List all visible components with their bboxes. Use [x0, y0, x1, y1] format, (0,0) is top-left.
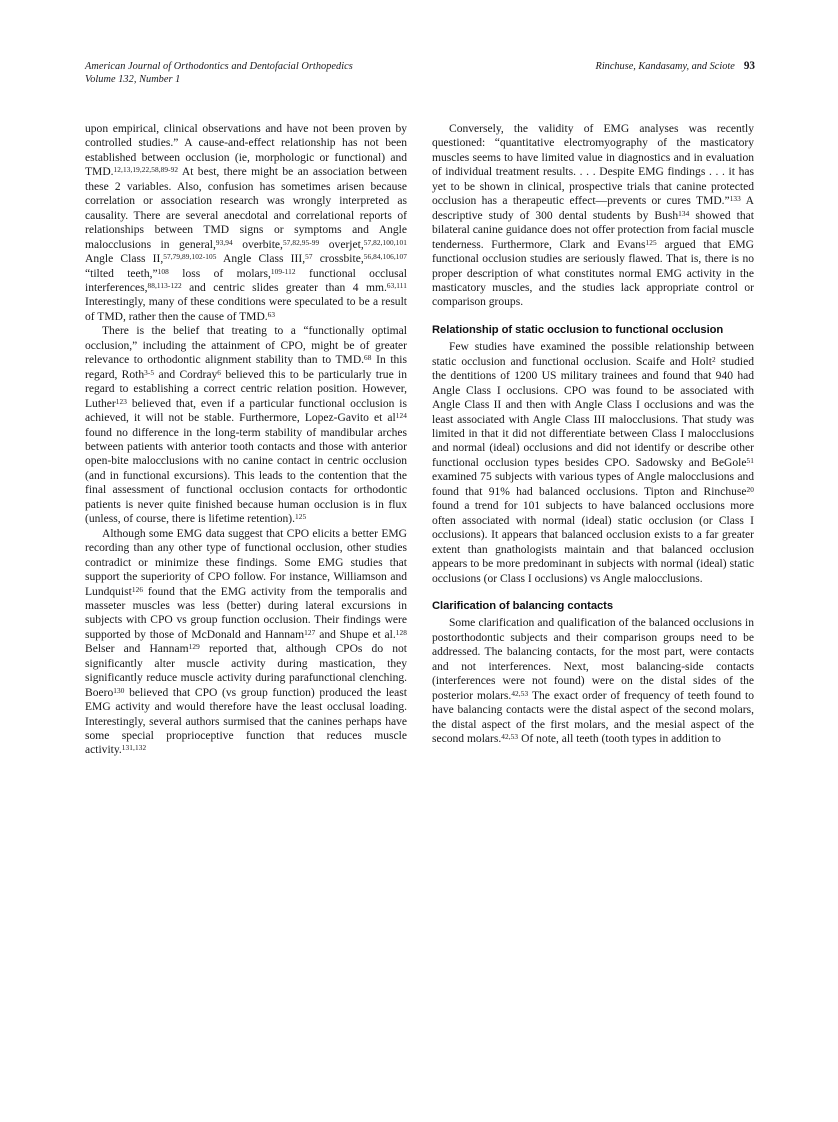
two-column-body [85, 122, 755, 758]
right-column [432, 122, 754, 758]
paragraph: Few studies have examined the possible relationship between static occlusion and functional occlusion. Scaife and Holt$^2$ studied the dentitions of 1200 US military trainees and found that 940 had Angle Class I occlusions. CPO was found to be associated with Angle Class II and then with Angle Class I occlusions and was the least associated with Angle Class III malocclusions. That study was limited in that it did not differentiate between Class I malocclusions and normal (ideal) occlusions and did not identify or describe other functional occlusion types besides CPO. Sadowsky and BeGole$^{51}$ examined 75 subjects with various types of Angle malocclusions and found that 91% had balanced occlusions. Tipton and Rinchuse$^{20}$ found a trend for 101 subjects to have balanced occlusions more often associated with normal (ideal) static occlusion (or Class I occlusions). It appears that balanced occlusion exists to a far greater extent than gnathologists maintain and that balanced occlusion appears to be more predominant in subjects with normal (ideal) static occlusions (or Class I occlusions) vs Angle malocclusions. [432, 341, 754, 585]
paragraph: upon empirical, clinical observations and have not been proven by controlled studies.” A cause-and-effect relationship has not been established between occlusion (ie, morphologic or functional) and TMD.$^{12,13,19,22,58,89-92}$ At best, there might be an association between these 2 variables. Also, confusion has sometimes arisen because correlation or association research was wrongly interpreted as causality. There are several anecdotal and correlational reports of relationships between TMD signs or symptoms and Angle malocclusions in general,$^{93,94}$ overbite,$^{57,82,95-99}$ overjet,$^{57,82,100,101}$ Angle Class II,$^{57,79,89,102-105}$ Angle Class III,$^{57}$ crossbite,$^{56,84,106,107}$ “tilted teeth,”$^{108}$ loss of molars,$^{109-112}$ functional occlusal interferences,$^{88,113-122}$ and centric slides greater than 4 mm.$^{63,111}$ Interestingly, many of these conditions were speculated to be a result of TMD, rather then the cause of TMD.$^{63}$ [85, 123, 407, 323]
running-head-left [85, 60, 353, 87]
author-list: Rinchuse, Kandasamy, and Sciote [595, 61, 735, 72]
left-column [85, 122, 407, 758]
spacer [432, 310, 754, 323]
section-heading: Relationship of static occlusion to functional occlusion [432, 323, 724, 336]
paragraph: Although some EMG data suggest that CPO elicits a better EMG recording than any other type of functional occlusion, other studies contradict or minimize these findings. Some EMG studies that support the superiority of CPO follow. For instance, Williamson and Lundquist$^{126}$ found that the EMG activity from the temporalis and masseter muscles was less (better) during lateral excursions in subjects with CPO vs group function occlusion. Their findings were supported by those of McDonald and Hannam$^{127}$ and Shupe et al.$^{128}$ Belser and Hannam$^{129}$ reported that, although CPOs do not significantly alter muscle activity during mastication, they significantly reduce muscle activity during parafunctional clenching. Boero$^{130}$ believed that CPO (vs group function) produced the least EMG activity and would therefore have the least occlusal loading. Interestingly, several authors surmised that the canines perhaps have some special proprioceptive function that reduces muscle activity.$^{131,132}$ [85, 527, 408, 757]
paragraph: Some clarification and qualification of the balanced occlusions in postorthodontic subjects and their comparison groups need to be addressed. The balancing contacts, for the most part, were contacts and not interferences. Next, most balancing-side contacts (interferences were not found) were on the distal sides of the posterior molars.$^{42,53}$ The exact order of frequency of teeth found to have balancing contacts were the distal aspect of the second molars, the distal aspect of the first molars, and the mesial aspect of the second molars.$^{42,53}$ Of note, all teeth (tooth types in addition to [432, 617, 754, 746]
volume-issue: Volume 132, Number 1 [85, 74, 181, 86]
section-heading: Clarification of balancing contacts [432, 600, 614, 612]
running-head-right [596, 60, 755, 73]
spacer [432, 586, 754, 599]
page-number: 93 [743, 60, 755, 72]
journal-title: American Journal of Orthodontics and Dentofacial Orthopedics [85, 61, 353, 72]
paragraph: Conversely, the validity of EMG analyses was recently questioned: “quantitative electromyography of the masticatory muscles seems to have limited value in diagnostics and in evaluation of individual treatment results. . . . Despite EMG findings . . . it has yet to be shown in clinical, prospective trials that canine protected occlusion has a therapeutic effect—prevents or cures TMD.”$^{133}$ A descriptive study of 300 dental students by Bush$^{134}$ showed that bilateral canine guidance does not offer protection from facial muscle tenderness. Furthermore, Clark and Evans$^{125}$ argued that EMG functional occlusion studies are seriously flawed. That is, there is no proper description of what constitutes normal EMG activity in the masticatory muscles, and the studies lack appropriate control or comparison groups. [432, 123, 754, 309]
running-head [85, 60, 755, 87]
paragraph: There is the belief that treating to a “functionally optimal occlusion,” including the attainment of CPO, might be of greater relevance to orthodontic alignment stability than to TMD.$^{68}$ In this regard, Roth$^{3-5}$ and Cordray$^6$ believed this to be particularly true in regard to establishing a correct centric relation position. However, Luther$^{123}$ believed that, even if a particular functional occlusion is achieved, it will not be stable. Furthermore, Lopez-Gavito et $al^{124}$ found no difference in the long-term stability of mandibular arches between patients with anterior tooth contacts and those with anterior open-bite malocclusions with no canine contact in centric occlusion (and in functional excursions). This leads to the contention that the final assessment of functional occlusion contacts for orthodontic patients is never quite finished because human occlusion is in flux (unless, of course, there is lifetime retention).$^{125}$ [85, 325, 407, 526]
